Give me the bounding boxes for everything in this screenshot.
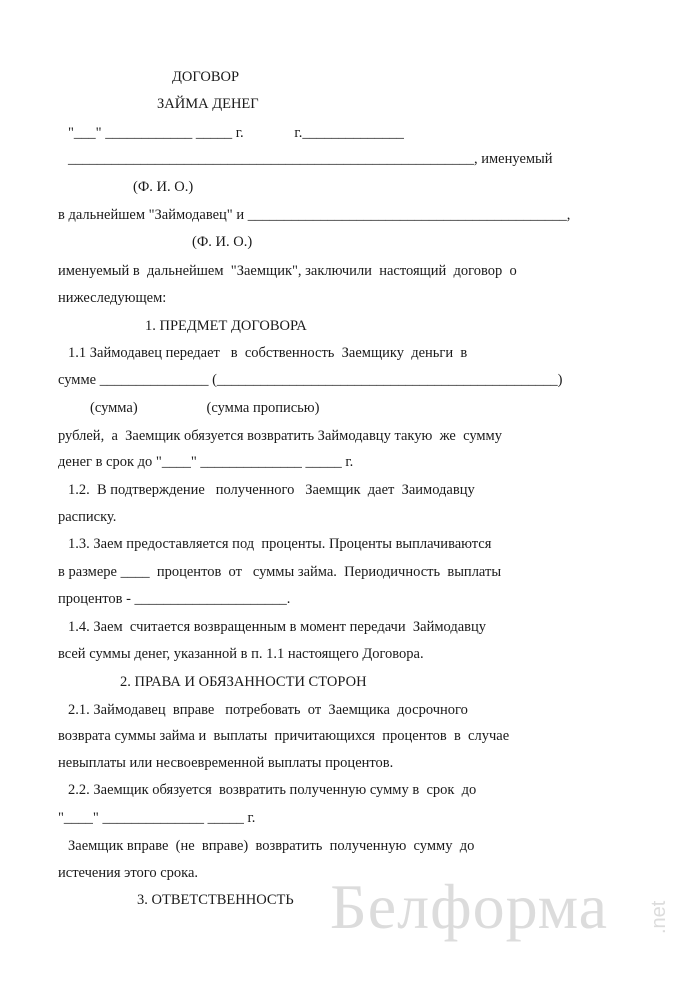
- clause-2-2-line: 2.2. Заемщик обязуется возвратить полученную сумму в срок до: [68, 782, 477, 798]
- amount-captions: (сумма) (сумма прописью): [90, 400, 320, 416]
- clause-2-2-line: "____" ______________ _____ г.: [58, 810, 256, 826]
- borrower-fio-caption: (Ф. И. О.): [192, 234, 253, 250]
- clause-2-1-line: невыплаты или несвоевременной выплаты процентов.: [58, 755, 394, 771]
- lender-fio-caption: (Ф. И. О.): [133, 179, 194, 195]
- intro-text-line: именуемый в дальнейшем "Заемщик", заключили настоящий договор о: [58, 263, 517, 279]
- clause-2-2-line: истечения этого срока.: [58, 865, 199, 881]
- clause-1-1-line: 1.1 Займодавец передает в собственность Заемщику деньги в: [68, 345, 468, 361]
- date-place-line: "___" ____________ _____ г. г.______________: [68, 125, 404, 141]
- clause-1-4-line: всей суммы денег, указанной в п. 1.1 настоящего Договора.: [58, 646, 424, 662]
- clause-2-1-line: 2.1. Займодавец вправе потребовать от Заемщика досрочного: [68, 702, 468, 718]
- clause-1-2-line: 1.2. В подтверждение полученного Заемщик дает Заимодавцу: [68, 482, 475, 498]
- section-1-title: 1. ПРЕДМЕТ ДОГОВОРА: [145, 318, 307, 334]
- clause-1-4-line: 1.4. Заем считается возвращенным в момент передачи Займодавцу: [68, 619, 487, 635]
- clause-1-1-line: рублей, а Заемщик обязуется возвратить Займодавцу такую же сумму: [58, 428, 502, 444]
- clause-2-1-line: возврата суммы займа и выплаты причитающихся процентов в случае: [58, 728, 510, 744]
- document-subtitle: ЗАЙМА ДЕНЕГ: [157, 96, 259, 112]
- belforma-watermark: [330, 862, 680, 952]
- clause-1-1-line: сумме _______________ (_______________________________________________): [58, 372, 563, 388]
- clause-2-2-line: Заемщик вправе (не вправе) возвратить полученную сумму до: [68, 838, 475, 854]
- clause-1-1-line: денег в срок до "____" ______________ _____ г.: [58, 454, 354, 470]
- intro-text-line: нижеследующем:: [58, 290, 167, 306]
- section-2-title: 2. ПРАВА И ОБЯЗАННОСТИ СТОРОН: [120, 674, 367, 690]
- document-title: ДОГОВОР: [172, 69, 240, 85]
- watermark-suffix: .net: [648, 900, 670, 934]
- borrower-name-line: в дальнейшем "Займодавец" и ____________________________________________,: [58, 207, 571, 223]
- lender-name-line: ________________________________________________________, именуемый: [68, 151, 553, 167]
- clause-1-3-line: 1.3. Заем предоставляется под проценты. Проценты выплачиваются: [68, 536, 492, 552]
- clause-1-3-line: в размере ____ процентов от суммы займа. Периодичность выплаты: [58, 564, 502, 580]
- section-3-title: 3. ОТВЕТСТВЕННОСТЬ: [137, 892, 294, 908]
- clause-1-3-line: процентов - _____________________.: [58, 591, 291, 607]
- watermark-brand: Белформа: [330, 871, 609, 942]
- clause-1-2-line: расписку.: [58, 509, 117, 525]
